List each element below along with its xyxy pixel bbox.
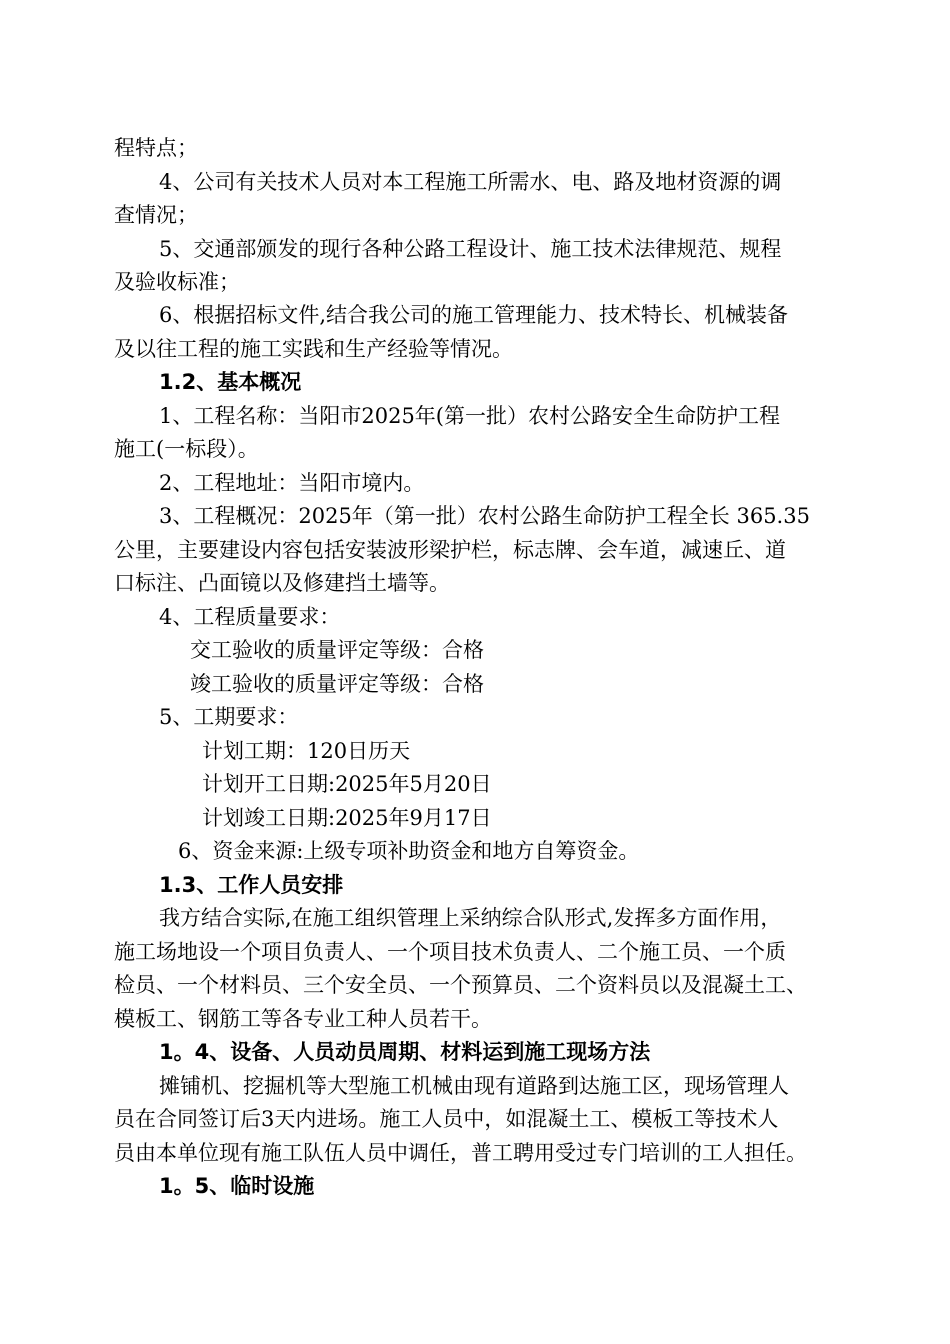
text-line: 检员、一个材料员、三个安全员、一个预算员、二个资料员以及混凝土工、	[114, 973, 807, 997]
list-item: 4、工程质量要求：	[159, 605, 341, 629]
text-line: 施工场地设一个项目负责人、一个项目技术负责人、二个施工员、一个质	[114, 940, 786, 964]
text-line: 及以往工程的施工实践和生产经验等情况。	[114, 337, 513, 361]
text-line: 及验收标准；	[114, 270, 240, 294]
text-line: 施工(一标段）。	[114, 437, 259, 461]
list-item: 3、工程概况：2025年（第一批）农村公路生命防护工程全长 365.35	[159, 504, 810, 528]
sub-item: 交工验收的质量评定等级：合格	[190, 638, 484, 662]
text-line: 公里，主要建设内容包括安装波形梁护栏，标志牌、会车道，减速丘、道	[114, 538, 786, 562]
text-line: 我方结合实际,在施工组织管理上采纳综合队形式,发挥多方面作用，	[159, 906, 782, 930]
text-line: 口标注、凸面镜以及修建挡土墙等。	[114, 571, 450, 595]
text-line: 程特点；	[114, 136, 198, 160]
sub-item: 计划工期：120日历天	[202, 739, 411, 763]
list-item: 4、公司有关技术人员对本工程施工所需水、电、路及地材资源的调	[159, 170, 782, 194]
list-item: 6、根据招标文件,结合我公司的施工管理能力、技术特长、机械装备	[159, 303, 789, 327]
text-line: 员在合同签订后3天内进场。施工人员中，如混凝土工、模板工等技术人	[114, 1107, 779, 1131]
list-item: 5、交通部颁发的现行各种公路工程设计、施工技术法律规范、规程	[159, 237, 782, 261]
section-heading: 1.3、工作人员安排	[159, 873, 344, 897]
sub-item: 计划开工日期:2025年5月20日	[202, 772, 492, 796]
section-heading: 1。5、临时设施	[159, 1174, 315, 1198]
sub-item: 竣工验收的质量评定等级：合格	[190, 672, 484, 696]
list-item: 5、工期要求：	[159, 705, 299, 729]
list-item: 1、工程名称：当阳市2025年(第一批）农村公路安全生命防护工程	[159, 404, 780, 428]
text-line: 员由本单位现有施工队伍人员中调任，普工聘用受过专门培训的工人担任。	[114, 1141, 807, 1165]
text-line: 查情况；	[114, 203, 198, 227]
list-item: 2、工程地址：当阳市境内。	[159, 471, 425, 495]
sub-item: 计划竣工日期:2025年9月17日	[202, 806, 492, 830]
section-heading: 1.2、基本概况	[159, 370, 302, 394]
text-line: 摊铺机、挖掘机等大型施工机械由现有道路到达施工区，现场管理人	[159, 1074, 789, 1098]
list-item: 6、资金来源:上级专项补助资金和地方自筹资金。	[178, 839, 640, 863]
section-heading: 1。4、设备、人员动员周期、材料运到施工现场方法	[159, 1040, 651, 1064]
text-line: 模板工、钢筋工等各专业工种人员若干。	[114, 1007, 492, 1031]
